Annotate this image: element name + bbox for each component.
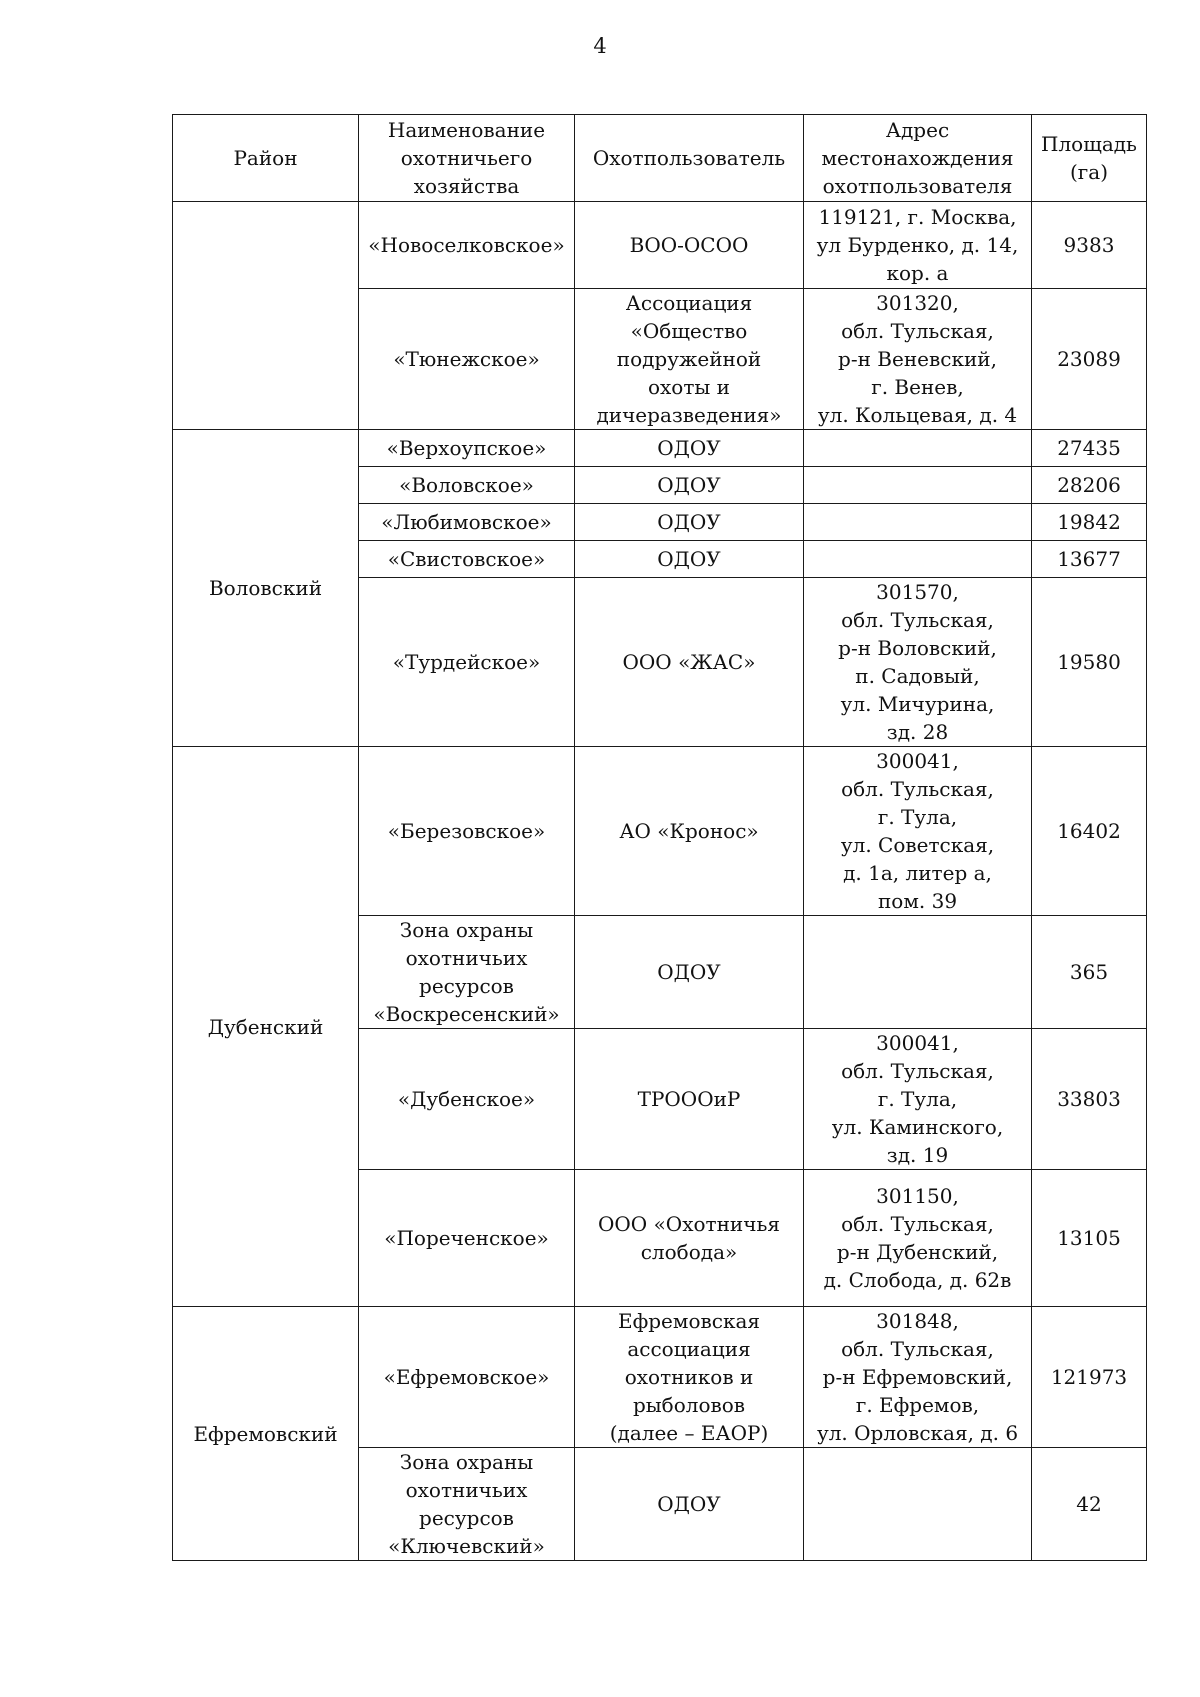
hunting-user-cell: ООО «Охотничья слобода»	[575, 1170, 804, 1307]
address-cell: 301848, обл. Тульская, р-н Ефремовский, г. Ефремов, ул. Орловская, д. 6	[804, 1307, 1032, 1448]
hunting-user-cell: ТРОООиР	[575, 1029, 804, 1170]
area-cell: 121973	[1032, 1307, 1147, 1448]
address-cell: 300041, обл. Тульская, г. Тула, ул. Каминского, зд. 19	[804, 1029, 1032, 1170]
address-cell: 300041, обл. Тульская, г. Тула, ул. Советская, д. 1а, литер а, пом. 39	[804, 747, 1032, 916]
farm-name-cell: «Тюнежское»	[359, 289, 575, 430]
farm-name-cell: «Любимовское»	[359, 504, 575, 541]
area-cell: 42	[1032, 1448, 1147, 1561]
area-cell: 16402	[1032, 747, 1147, 916]
hunting-farms-table	[172, 114, 1147, 1561]
address-cell: 301570, обл. Тульская, р-н Воловский, п. Садовый, ул. Мичурина, зд. 28	[804, 578, 1032, 747]
farm-name-cell: «Пореченское»	[359, 1170, 575, 1307]
hunting-user-cell: АО «Кронос»	[575, 747, 804, 916]
address-cell: 301150, обл. Тульская, р-н Дубенский, д. Слобода, д. 62в	[804, 1170, 1032, 1307]
hunting-user-cell: ОДОУ	[575, 541, 804, 578]
farm-name-cell: «Новоселковское»	[359, 202, 575, 289]
farm-name-cell: «Верхоупское»	[359, 430, 575, 467]
district-cell: Дубенский	[173, 747, 359, 1307]
hunting-user-cell: ОДОУ	[575, 430, 804, 467]
hunting-user-cell: Ефремовская ассоциация охотников и рыболовов (далее – ЕАОР)	[575, 1307, 804, 1448]
farm-name-cell: Зона охраны охотничьих ресурсов «Ключевский»	[359, 1448, 575, 1561]
address-cell	[804, 467, 1032, 504]
area-cell: 23089	[1032, 289, 1147, 430]
farm-name-cell: «Турдейское»	[359, 578, 575, 747]
district-cell	[173, 202, 359, 430]
table-row	[173, 1307, 1147, 1448]
area-cell: 9383	[1032, 202, 1147, 289]
area-cell: 19842	[1032, 504, 1147, 541]
farm-name-cell: «Дубенское»	[359, 1029, 575, 1170]
address-cell	[804, 1448, 1032, 1561]
header-area: Площадь (га)	[1032, 115, 1147, 202]
area-cell: 33803	[1032, 1029, 1147, 1170]
hunting-user-cell: ОДОУ	[575, 1448, 804, 1561]
hunting-user-cell: ОДОУ	[575, 504, 804, 541]
address-cell	[804, 541, 1032, 578]
table-row	[173, 430, 1147, 467]
table-row	[173, 202, 1147, 289]
header-district: Район	[173, 115, 359, 202]
district-cell: Воловский	[173, 430, 359, 747]
header-address: Адрес местонахождения охотпользователя	[804, 115, 1032, 202]
farm-name-cell: «Свистовское»	[359, 541, 575, 578]
area-cell: 19580	[1032, 578, 1147, 747]
address-cell: 119121, г. Москва, ул Бурденко, д. 14, кор. а	[804, 202, 1032, 289]
district-cell: Ефремовский	[173, 1307, 359, 1561]
address-cell	[804, 430, 1032, 467]
area-cell: 365	[1032, 916, 1147, 1029]
address-cell	[804, 916, 1032, 1029]
address-cell: 301320, обл. Тульская, р-н Веневский, г. Венев, ул. Кольцевая, д. 4	[804, 289, 1032, 430]
hunting-user-cell: ООО «ЖАС»	[575, 578, 804, 747]
farm-name-cell: «Ефремовское»	[359, 1307, 575, 1448]
hunting-user-cell: Ассоциация «Общество подружейной охоты и дичеразведения»	[575, 289, 804, 430]
table-row	[173, 747, 1147, 916]
area-cell: 27435	[1032, 430, 1147, 467]
header-farm-name: Наименование охотничьего хозяйства	[359, 115, 575, 202]
farm-name-cell: «Воловское»	[359, 467, 575, 504]
area-cell: 13105	[1032, 1170, 1147, 1307]
area-cell: 13677	[1032, 541, 1147, 578]
hunting-user-cell: ОДОУ	[575, 467, 804, 504]
address-cell	[804, 504, 1032, 541]
farm-name-cell: Зона охраны охотничьих ресурсов «Воскресенский»	[359, 916, 575, 1029]
hunting-user-cell: ОДОУ	[575, 916, 804, 1029]
area-cell: 28206	[1032, 467, 1147, 504]
header-hunting-user: Охотпользователь	[575, 115, 804, 202]
table-header-row	[173, 115, 1147, 202]
farm-name-cell: «Березовское»	[359, 747, 575, 916]
hunting-user-cell: ВОО-ОСОО	[575, 202, 804, 289]
page-number: 4	[593, 34, 607, 58]
